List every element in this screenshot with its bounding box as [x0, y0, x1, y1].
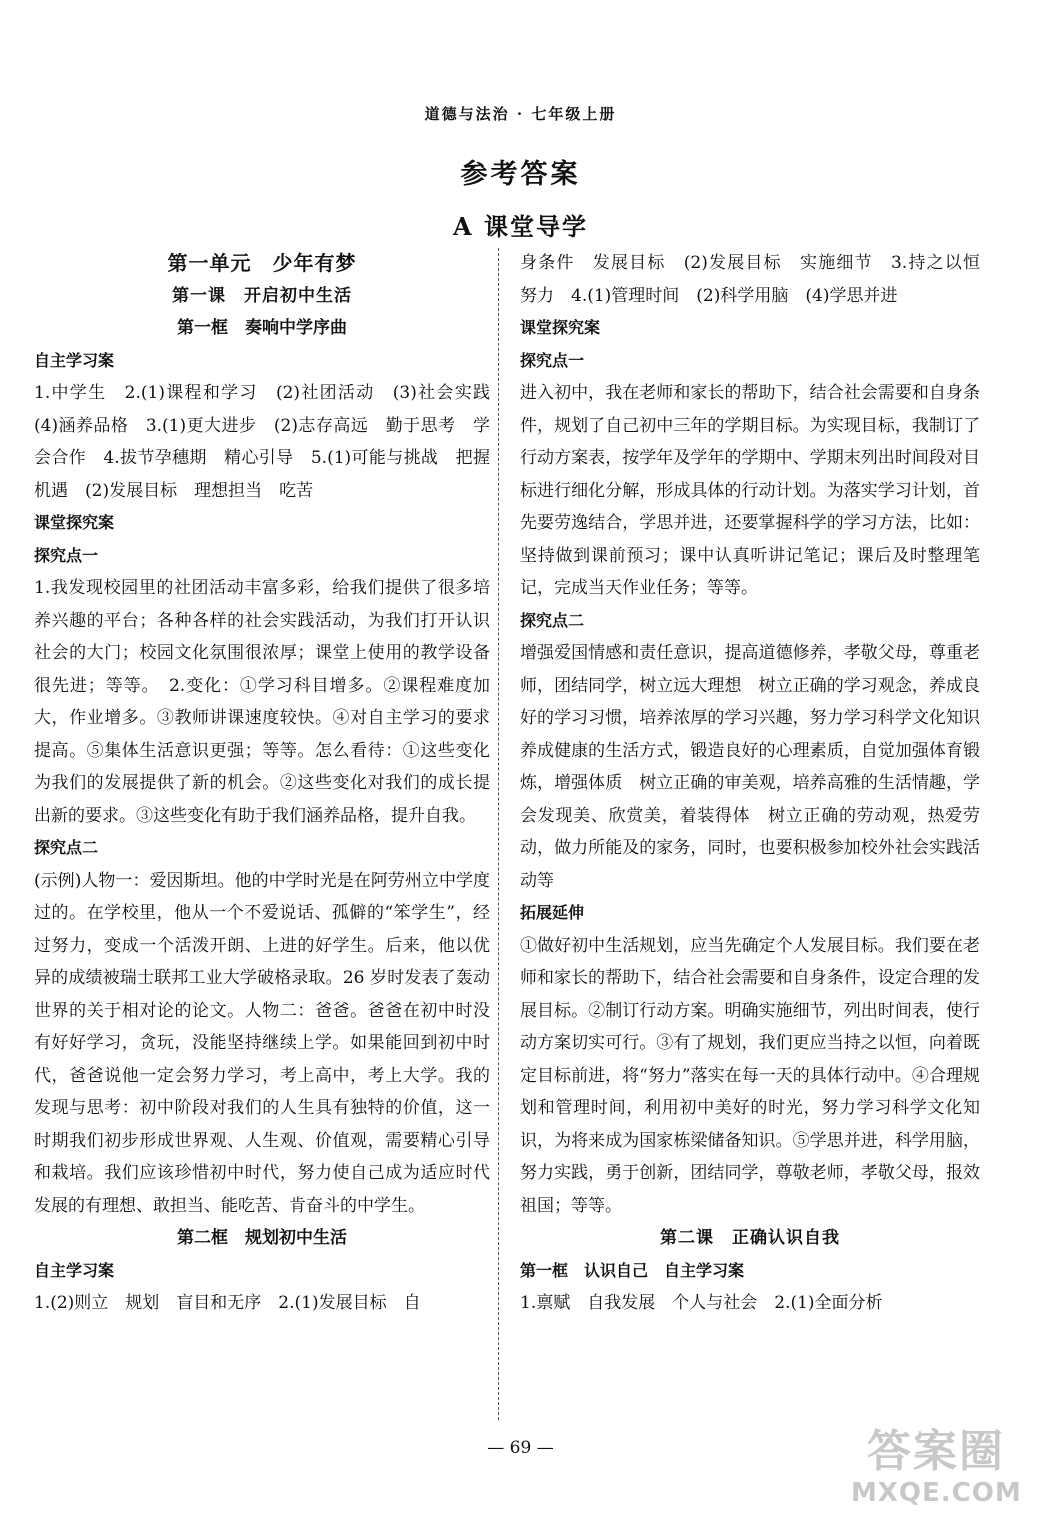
section-label: 探究点二 [520, 610, 585, 630]
watermark-logo [851, 1426, 1021, 1522]
answer-paragraph: 增强爱国情感和责任意识，提高道德修养，孝敬父母，尊重老师，团结同学，树立远大理想 树立正确的学习观念，养成良好的学习习惯，培养浓厚的学习兴趣，努力学习科学文化知识 养成健康的生活方式，锻造良好的心理素质，自觉加强体育锻炼，增强体质 树立正确的审美观，培养高雅的生活情趣，学会发现美、欣赏美，着装得体 树立正确的劳动观，热爱劳动，做力所能及的家务，同时，也要积极参加校外社会实践活动等 [520, 643, 997, 891]
answer-paragraph: (示例)人物一：爱因斯坦。他的中学时光是在阿劳州立中学度过的。在学校里，他从一个不爱说话、孤僻的“笨学生”，经过努力，变成一个活泼开朗、上进的好学生。后来，他以优异的成绩被瑞士联邦工业大学破格录取。26 岁时发表了轰动世界的关于相对论的论文。人物二：爸爸。爸爸在初中时没有好好学习，贪玩，没能坚持继续上学。如果能回到初中时代，爸爸说他一定会努力学习，考上高中，考上大学。我的发现与思考：初中阶段对我们的人生具有独特的价值，这一时期我们初步形成世界观、人生观、价值观，需要精心引导和栽培。我们应该珍惜初中时代，努力使自己成为适应时代发展的有理想、敢担当、能吃苦、肯奋斗的中学生。 [34, 870, 490, 1216]
lesson-heading: 第二课 正确认识自我 [660, 1228, 840, 1248]
section-label: 课堂探究案 [34, 513, 115, 532]
answer-paragraph: 1.(2)则立 规划 盲目和无序 2.(1)发展目标 自 [34, 1293, 421, 1313]
answer-paragraph: 1.禀赋 自我发展 个人与社会 2.(1)全面分析 [520, 1293, 883, 1313]
answer-paragraph: ①做好初中生活规划，应当先确定个人发展目标。我们要在老师和家长的帮助下，结合社会需要和自身条件，设定合理的发展目标。②制订行动方案。明确实施细节，列出时间表，使行动方案切实可行。③有了规划，我们更应当持之以恒，向着既定目标前进，将“努力”落实在每一天的具体行动中。④合理规划和管理时间，利用初中美好的时光，努力学习科学文化知识，为将来成为国家栋梁储备知识。⑤学思并进，科学用脑，努力实践，勇于创新，团结同学，尊敬老师，孝敬父母，报效祖国；等等。 [520, 935, 980, 1216]
section-label: 拓展延伸 [520, 903, 585, 922]
section-label: 探究点一 [520, 350, 585, 370]
section-label: 探究点一 [34, 545, 99, 565]
answer-paragraph: 身条件 发展目标 (2)发展目标 实施细节 3.持之以恒 努力 4.(1)管理时间 (2)科学用脑 (4)学思并进 [520, 253, 997, 306]
watermark-url: MXQE.COM [851, 1478, 1022, 1508]
right-column [520, 247, 997, 1320]
unit-heading: 第一单元 少年有梦 [167, 251, 357, 275]
column-divider [498, 248, 499, 1420]
frame-heading: 第二框 规划初中生活 [177, 1228, 347, 1248]
section-label: 自主学习案 [34, 1260, 115, 1280]
section-label: 课堂探究案 [520, 318, 601, 337]
page-number: — 69 — [487, 1438, 554, 1458]
answer-paragraph: 进入初中，我在老师和家长的帮助下，结合社会需要和自身条件，规划了自己初中三年的学期目标。为实现目标，我制订了行动方案表，按学年及学年的学期中、学期末列出时间段对目标进行细化分解，形成具体的行动计划。为落实学习计划，首先要劳逸结合，学思并进，还要掌握科学的学习方法，比如：坚持做到课前预习；课中认真听讲记笔记；课后及时整理笔记，完成当天作业任务；等等。 [520, 383, 980, 598]
answer-paragraph: 1.我发现校园里的社团活动丰富多彩，给我们提供了很多培养兴趣的平台；各种各样的社会实践活动，为我们打开认识社会的大门；校园文化氛围很浓厚；课堂上使用的教学设备很先进；等等。 2.变化：①学习科目增多。②课程难度加大，作业增多。③教师讲课速度较快。④对自主学习的要求提高。⑤集体生活意识更强；等等。怎么看待：①这些变化为我们的发展提供了新的机会。②这些变化对我们的成长提出新的要求。③这些变化有助于我们涵养品格，提升自我。 [34, 578, 490, 826]
section-label: 探究点二 [34, 838, 99, 857]
running-head: 道德与法治 · 七年级上册 [424, 105, 617, 123]
section-title: A 课堂导学 [453, 212, 588, 241]
frame-heading: 第一框 奏响中学序曲 [177, 318, 347, 338]
watermark-mark: 答案圈 [867, 1426, 1005, 1477]
lesson-heading: 第一课 开启初中生活 [172, 285, 352, 306]
section-label: 第一框 认识自己 自主学习案 [520, 1260, 745, 1280]
page-title: 参考答案 [460, 159, 581, 190]
answer-paragraph: 1.中学生 2.(1)课程和学习 (2)社团活动 (3)社会实践 (4)涵养品格 3.(1)更大进步 (2)志存高远 勤于思考 学会合作 4.拔节孕穗期 精心引导 5.(1)可能与挑战 把握机遇 (2)发展目标 理想担当 吃苦 [34, 383, 507, 501]
section-label: 自主学习案 [34, 350, 115, 370]
left-column [34, 247, 507, 1320]
